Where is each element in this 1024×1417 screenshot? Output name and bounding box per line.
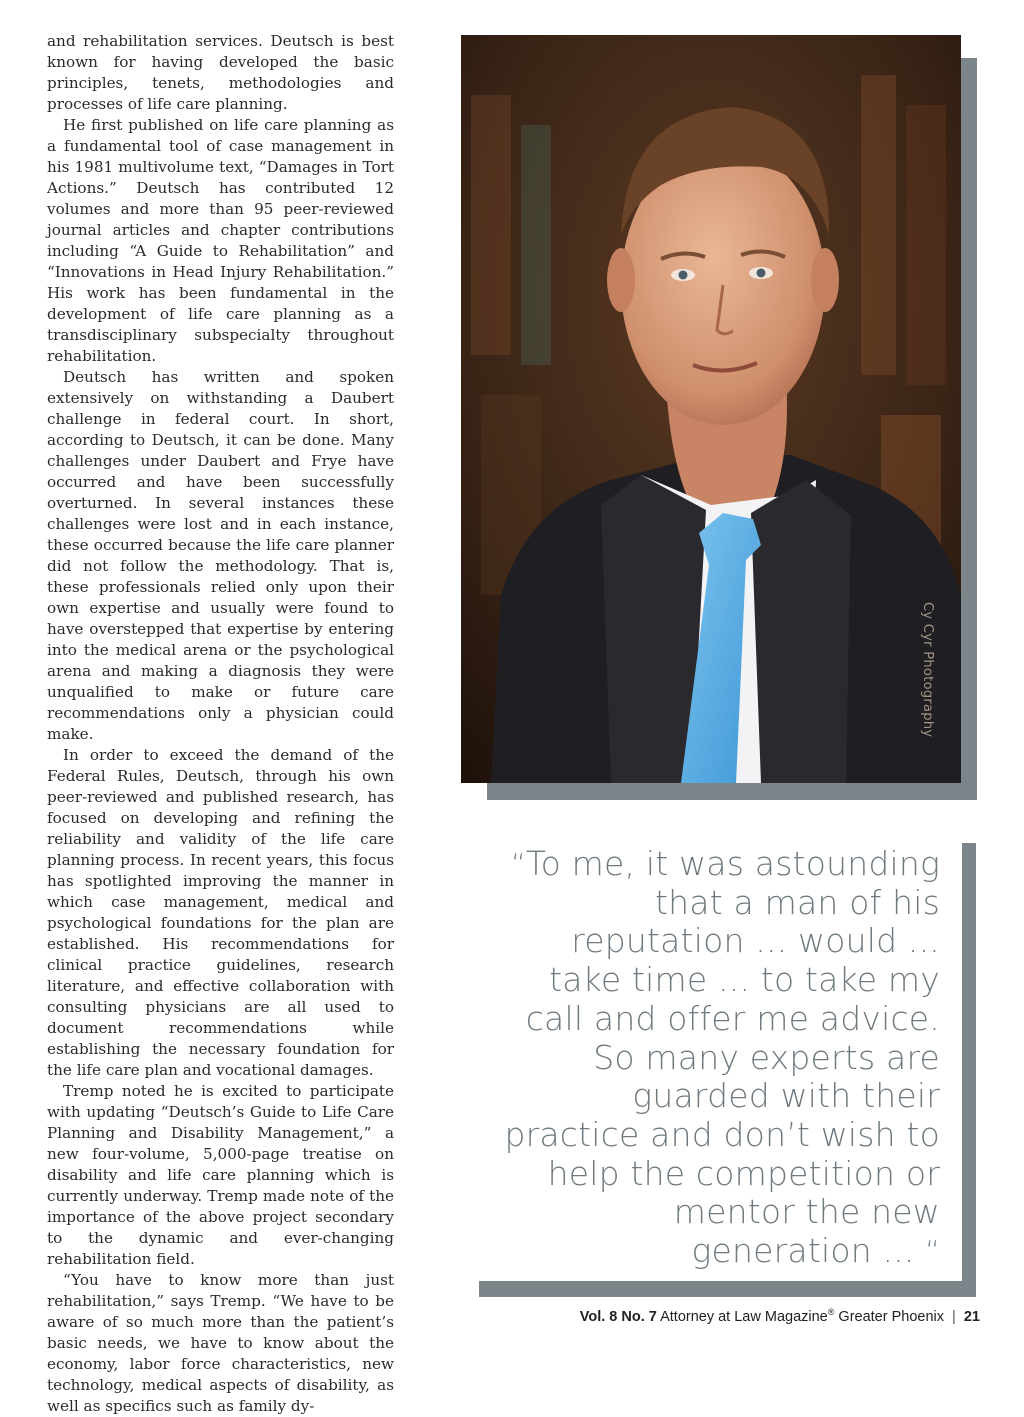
page-footer [580,1307,980,1325]
article-paragraph-1: and rehabilitation services. Deutsch is best known for having developed the basic principles, tenets, methodologies and processes of life care planning. [47,32,394,113]
article-paragraph-3: Deutsch has written and spoken extensively on withstanding a Daubert challenge in federal court. In short, according to Deutsch, it can be done. Many challenges under Daubert and Frye have occurred and have been successfully overturned. In several instances these challenges were lost and in each instance, these occurred because the life care planner did not follow the methodology. That is, these professionals relied only upon their own expertise and usually were found to have overstepped that expertise by entering into the medical arena or the psychological arena and making a diagnosis they were unqualified to make or future care recommendations only a physician could make. [47,368,394,743]
page-number: 21 [963,1308,980,1325]
footer-separator: | [952,1308,956,1325]
article-column [47,31,394,1417]
article-paragraph-4: In order to exceed the demand of the Federal Rules, Deutsch, through his own peer-reviewed and published research, has focused on developing and refining the reliability and validity of the life care planning process. In recent years, this focus has spotlighted improving the manner in which case management, medical and psychological foundations for the plan are established. His recommendations for clinical practice guidelines, research literature, and effective collaboration with consulting physicians are all used to document recommendations while establishing the necessary foundation for the life care plan and vocational damages. [47,746,394,1079]
quote-frame-horizontal [479,1281,976,1297]
footer-magazine: Attorney at Law Magazine [660,1308,828,1325]
pull-quote-text: To me, it was astounding that a man of his reputation ... would ... take time ... to take my call and offer me advice. So many experts are guarded with their practice and don’t wish to help the competition or mentor the new generation ... [504,844,940,1271]
footer-edition: Greater Phoenix [838,1308,945,1325]
footer-registered-mark: ® [827,1307,835,1317]
quote-open-mark: “ [511,847,526,880]
pull-quote [490,845,940,1271]
quote-frame-vertical [962,843,976,1297]
portrait-illustration [461,35,961,783]
article-paragraph-5: Tremp noted he is excited to participate with updating “Deutsch’s Guide to Life Care Planning and Disability Management,” a new four-volume, 5,000-page treatise on disability and life care planning which is currently underway. Tremp made note of the importance of the above project secondary to the dynamic and ever-changing rehabilitation field. [47,1082,394,1268]
portrait-photo [461,35,961,783]
article-paragraph-2: He first published on life care planning as a fundamental tool of case management in his 1981 multivolume text, “Damages in Tort Actions.” Deutsch has contributed 12 volumes and more than 95 peer-reviewed journal articles and chapter contributions including “A Guide to Rehabilitation” and “Innovations in Head Injury Rehabilitation.” His work has been fundamental in the development of life care planning as a transdisciplinary subspecialty throughout rehabilitation. [47,116,394,365]
footer-issue: Vol. 8 No. 7 [579,1308,657,1325]
article-paragraph-6: “You have to know more than just rehabilitation,” says Tremp. “We have to be aware of so much more than the patient’s basic needs, we have to know about the economy, labor force characteristics, new technology, medical aspects of disability, as well as specifics such as family dy- [47,1271,394,1415]
quote-close-mark: “ [925,1234,940,1268]
photo-credit: Cy Cyr Photography [920,602,935,738]
